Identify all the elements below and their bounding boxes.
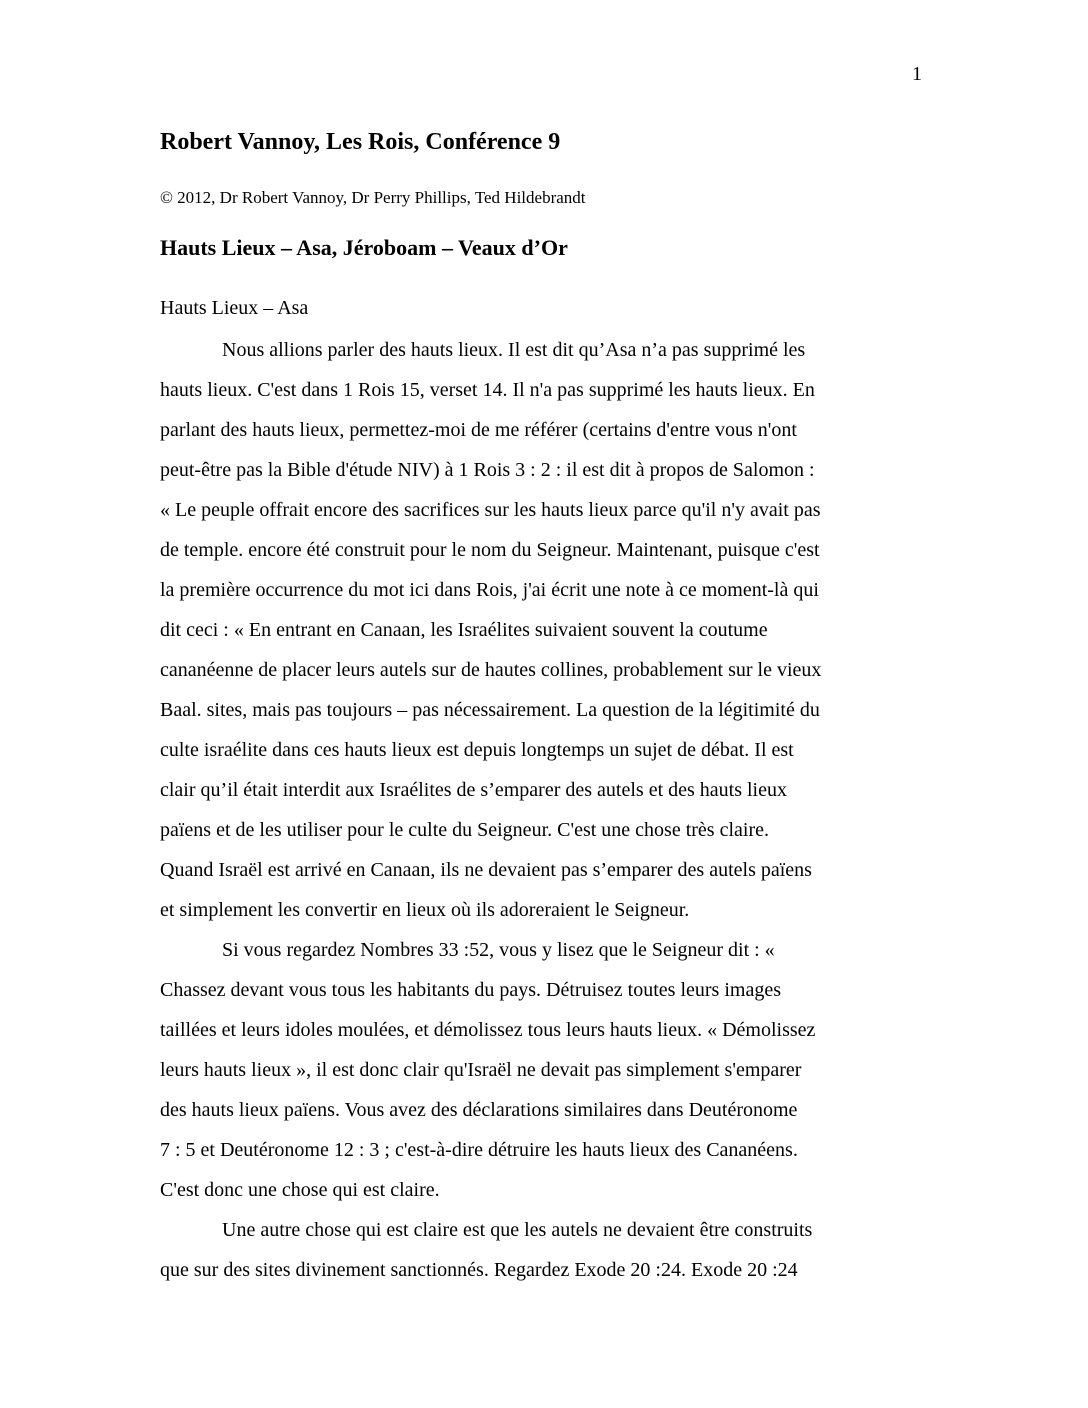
- text-line: des hauts lieux païens. Vous avez des déclarations similaires dans Deutéronome: [160, 1099, 798, 1121]
- text-line: 7 : 5 et Deutéronome 12 : 3 ; c'est-à-dire détruire les hauts lieux des Cananéens.: [160, 1139, 798, 1161]
- text-line: taillées et leurs idoles moulées, et démolissez tous leurs hauts lieux. « Démolissez: [160, 1019, 816, 1041]
- section-heading: Hauts Lieux – Asa: [160, 297, 309, 319]
- body-text: [160, 330, 950, 1290]
- page-number: 1: [912, 63, 922, 85]
- text-line: leurs hauts lieux », il est donc clair qu'Israël ne devait pas simplement s'emparer: [160, 1059, 802, 1081]
- text-line: Si vous regardez Nombres 33 :52, vous y lisez que le Seigneur dit : «: [222, 939, 775, 961]
- text-line: païens et de les utiliser pour le culte du Seigneur. C'est une chose très claire.: [160, 819, 769, 841]
- text-line: « Le peuple offrait encore des sacrifices sur les hauts lieux parce qu'il n'y avait pas: [160, 499, 821, 521]
- text-line: C'est donc une chose qui est claire.: [160, 1179, 440, 1201]
- text-line: Quand Israël est arrivé en Canaan, ils ne devaient pas s’emparer des autels païens: [160, 859, 812, 881]
- text-line: Chassez devant vous tous les habitants du pays. Détruisez toutes leurs images: [160, 979, 781, 1001]
- text-line: Une autre chose qui est claire est que les autels ne devaient être construits: [222, 1219, 813, 1241]
- text-line: culte israélite dans ces hauts lieux est depuis longtemps un sujet de débat. Il est: [160, 739, 794, 761]
- copyright-line: © 2012, Dr Robert Vannoy, Dr Perry Phillips, Ted Hildebrandt: [160, 188, 586, 207]
- text-line: parlant des hauts lieux, permettez-moi de me référer (certains d'entre vous n'ont: [160, 419, 797, 441]
- text-line: Baal. sites, mais pas toujours – pas nécessairement. La question de la légitimité du: [160, 699, 820, 721]
- text-line: dit ceci : « En entrant en Canaan, les Israélites suivaient souvent la coutume: [160, 619, 768, 641]
- text-line: la première occurrence du mot ici dans Rois, j'ai écrit une note à ce moment-là qui: [160, 579, 819, 601]
- text-line: de temple. encore été construit pour le nom du Seigneur. Maintenant, puisque c'est: [160, 539, 820, 561]
- text-line: que sur des sites divinement sanctionnés. Regardez Exode 20 :24. Exode 20 :24: [160, 1259, 798, 1281]
- document-subtitle: Hauts Lieux – Asa, Jéroboam – Veaux d’Or: [160, 235, 568, 260]
- paragraph: [160, 330, 950, 930]
- text-line: Nous allions parler des hauts lieux. Il est dit qu’Asa n’a pas supprimé les: [222, 339, 806, 361]
- text-line: et simplement les convertir en lieux où ils adoreraient le Seigneur.: [160, 899, 690, 921]
- document-title: Robert Vannoy, Les Rois, Conférence 9: [160, 129, 561, 155]
- text-line: cananéenne de placer leurs autels sur de hautes collines, probablement sur le vieux: [160, 659, 822, 681]
- text-line: peut-être pas la Bible d'étude NIV) à 1 Rois 3 : 2 : il est dit à propos de Salomon :: [160, 459, 815, 481]
- text-line: clair qu’il était interdit aux Israélites de s’emparer des autels et des hauts lieux: [160, 779, 787, 801]
- text-line: hauts lieux. C'est dans 1 Rois 15, verset 14. Il n'a pas supprimé les hauts lieux. En: [160, 379, 815, 401]
- paragraph: [160, 1210, 950, 1290]
- paragraph: [160, 930, 950, 1210]
